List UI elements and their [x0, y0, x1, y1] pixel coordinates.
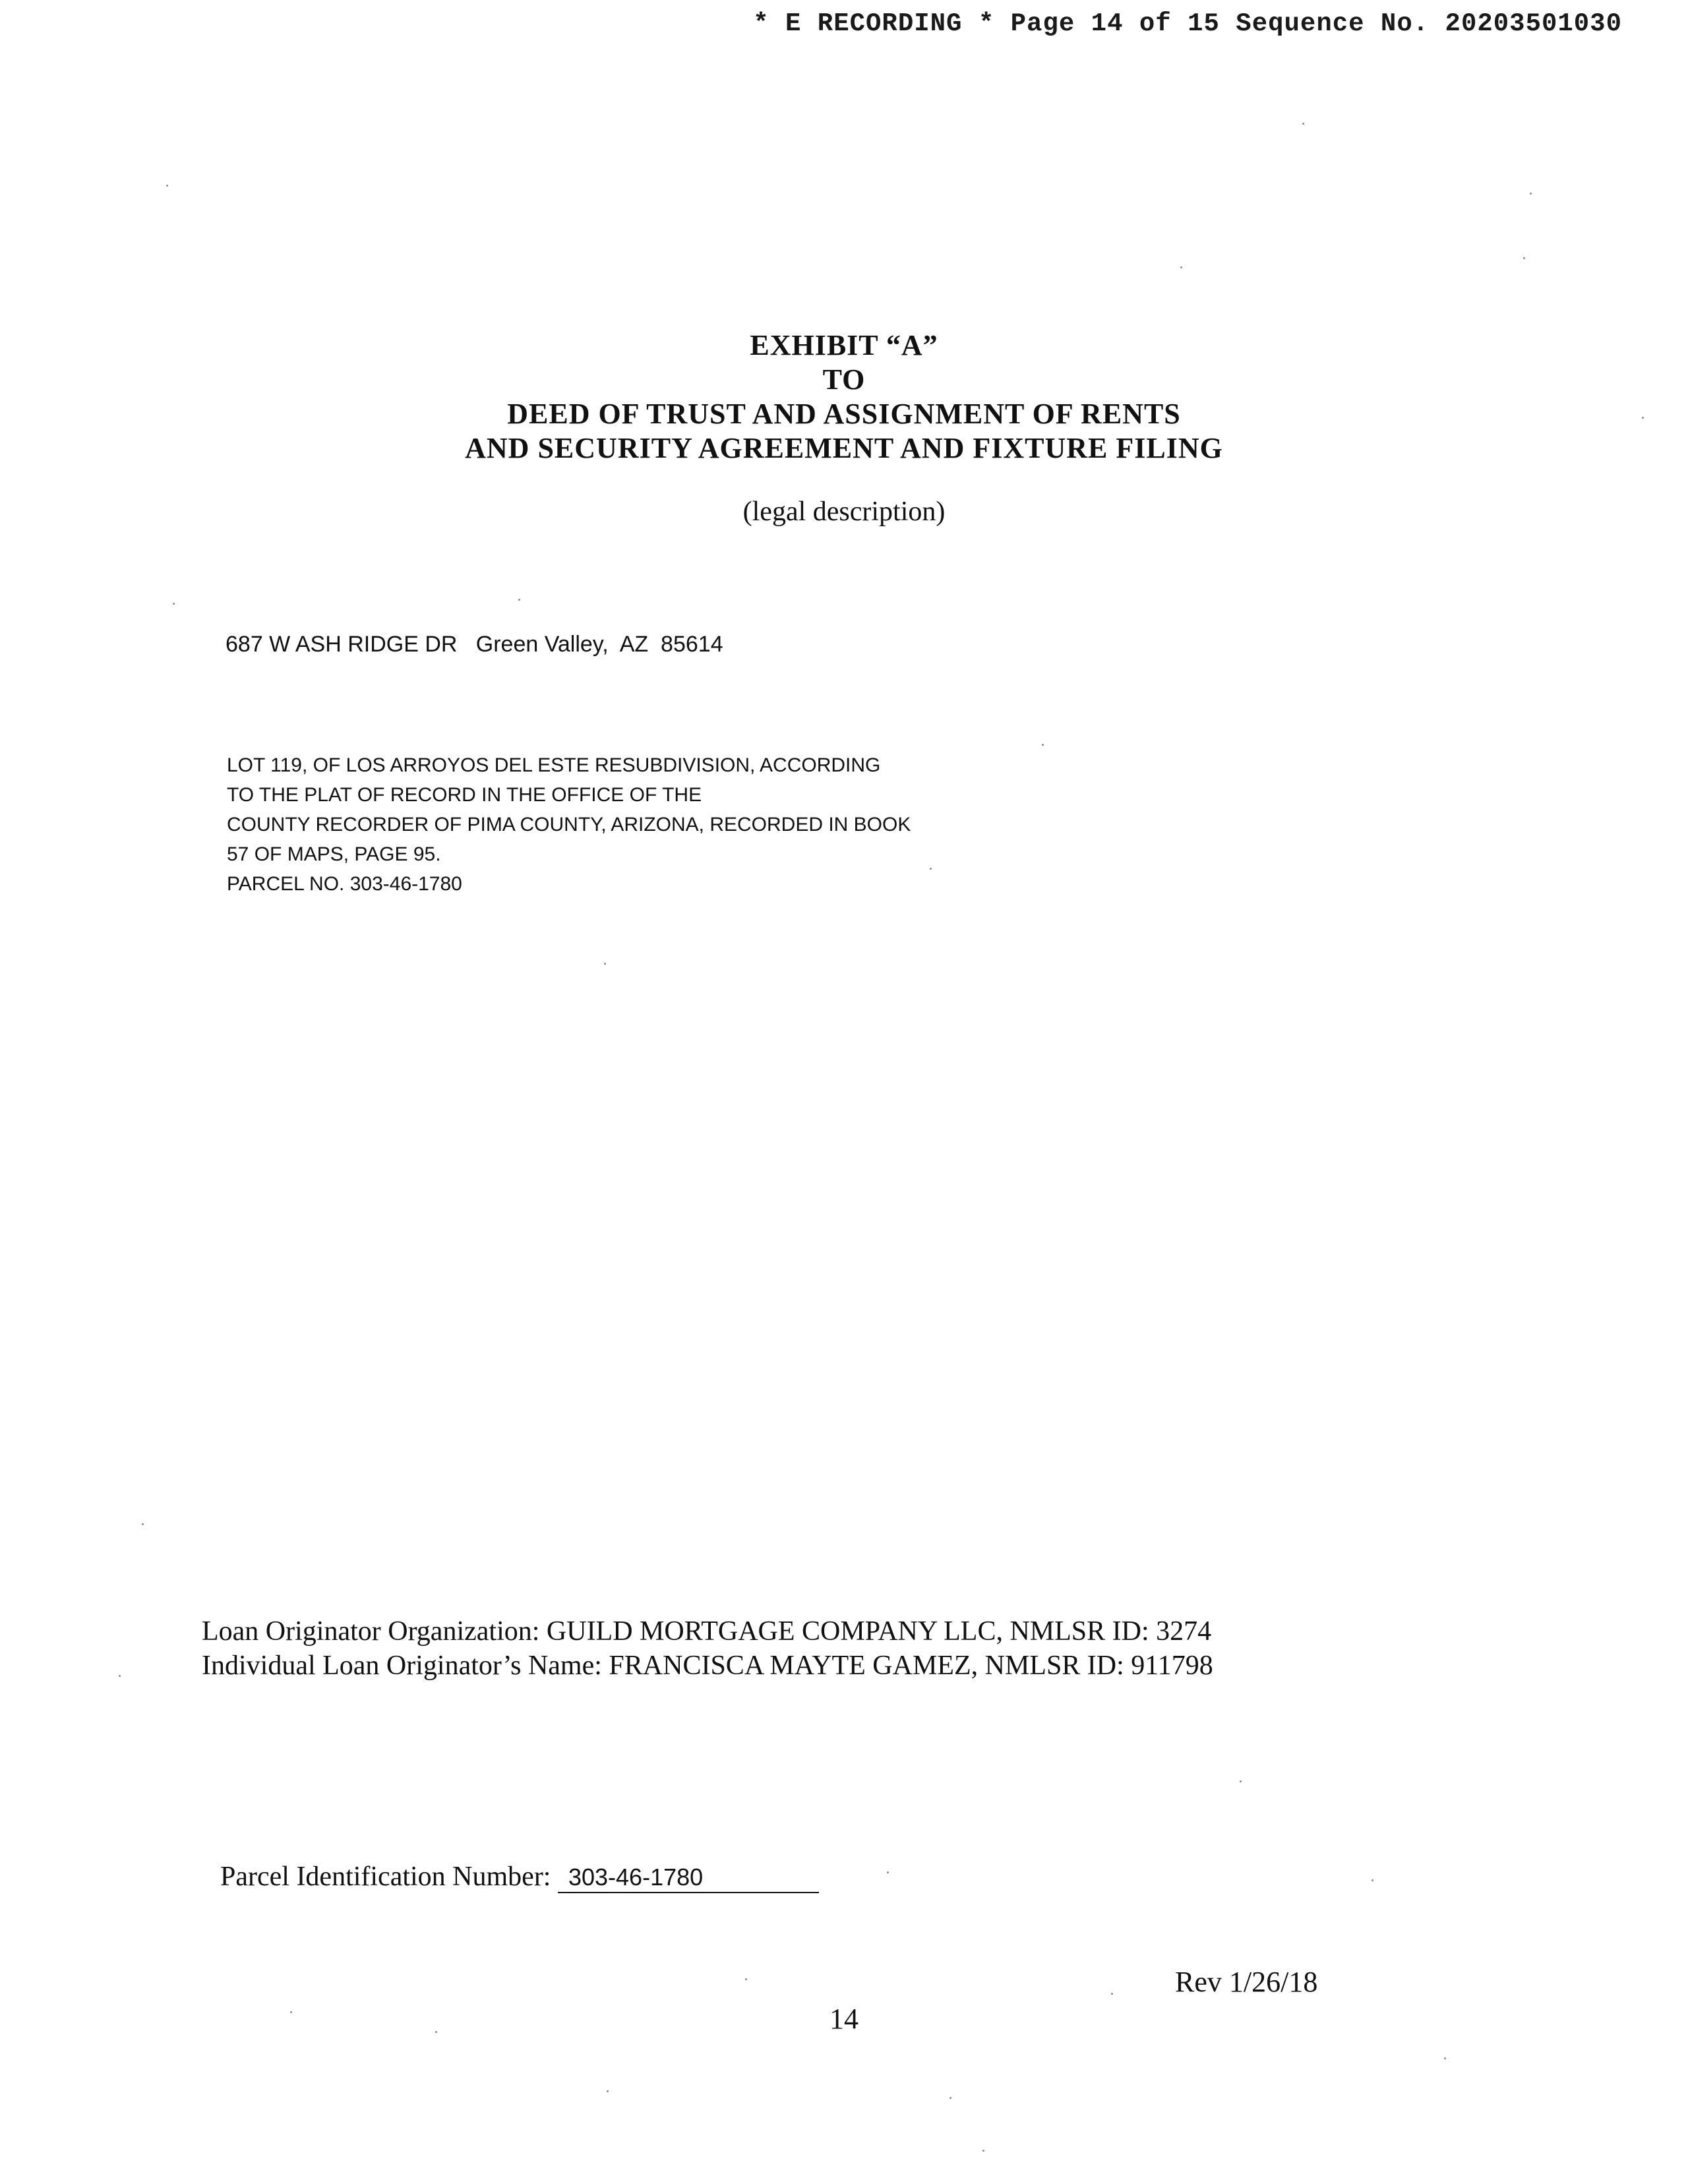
scan-speck	[1240, 1780, 1242, 1782]
property-address: 687 W ASH RIDGE DR Green Valley, AZ 85614	[226, 632, 723, 657]
parcel-identification-label: Parcel Identification Number:	[220, 1862, 551, 1892]
recording-stamp: * E RECORDING * Page 14 of 15 Sequence No. 20203501030	[753, 9, 1622, 38]
legal-description-line: LOT 119, OF LOS ARROYOS DEL ESTE RESUBDIVISION, ACCORDING	[227, 754, 881, 776]
scan-speck	[518, 599, 520, 601]
scan-speck	[1111, 1993, 1113, 1995]
scan-speck	[119, 1675, 121, 1677]
parcel-identification-value: 303-46-1780	[558, 1863, 819, 1893]
individual-loan-originator: Individual Loan Originator’s Name: FRANCISCA MAYTE GAMEZ, NMLSR ID: 911798	[202, 1651, 1213, 1681]
loan-originator-organization: Loan Originator Organization: GUILD MORTGAGE COMPANY LLC, NMLSR ID: 3274	[202, 1616, 1212, 1647]
scan-speck	[604, 963, 606, 965]
revision-date: Rev 1/26/18	[1175, 1966, 1318, 1998]
scan-speck	[290, 2011, 292, 2013]
scan-speck	[1444, 2057, 1446, 2059]
scan-speck	[1302, 123, 1304, 125]
exhibit-title-line: AND SECURITY AGREEMENT AND FIXTURE FILING	[465, 432, 1223, 464]
scan-speck	[1042, 744, 1044, 746]
legal-description-line: COUNTY RECORDER OF PIMA COUNTY, ARIZONA, RECORDED IN BOOK	[227, 814, 911, 835]
legal-description-line: TO THE PLAT OF RECORD IN THE OFFICE OF THE	[227, 784, 702, 806]
scan-speck	[1523, 257, 1525, 259]
scan-speck	[1530, 193, 1532, 195]
scan-speck	[1180, 266, 1182, 268]
scan-speck	[930, 868, 932, 870]
exhibit-title-line: EXHIBIT “A”	[750, 329, 938, 361]
scan-speck	[1642, 417, 1644, 419]
scan-speck	[982, 2150, 984, 2152]
loan-originator-block	[202, 1614, 1213, 1683]
page-number: 14	[829, 2003, 859, 2035]
scan-speck	[435, 2031, 437, 2033]
scan-speck	[166, 185, 168, 187]
legal-description-line: 57 OF MAPS, PAGE 95.	[227, 843, 441, 865]
exhibit-title-line: TO	[822, 363, 866, 396]
scan-speck	[607, 2090, 609, 2092]
scan-speck	[745, 1978, 747, 1980]
exhibit-title-line: DEED OF TRUST AND ASSIGNMENT OF RENTS	[507, 398, 1181, 430]
legal-description-line: PARCEL NO. 303-46-1780	[227, 873, 462, 895]
legal-description	[227, 750, 911, 899]
exhibit-subtitle: (legal description)	[742, 497, 946, 527]
scan-speck	[142, 1523, 144, 1525]
scan-speck	[887, 1871, 889, 1873]
exhibit-heading	[0, 328, 1688, 466]
parcel-identification	[220, 1861, 819, 1893]
scan-speck	[173, 603, 175, 605]
scan-speck	[950, 2097, 951, 2099]
scan-speck	[1372, 1879, 1373, 1881]
